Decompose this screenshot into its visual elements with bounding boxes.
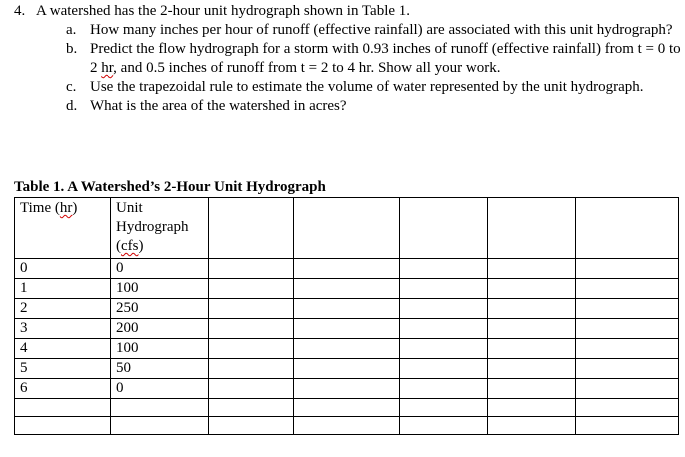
question-text: A watershed has the 2-hour unit hydrograph shown in Table 1. [36,3,411,19]
empty-cell [111,417,209,435]
uh-header-line2: Hydrograph [116,219,189,235]
empty-cell [488,417,576,435]
part-c-text: Use the trapezoidal rule to estimate the volume of water represented by the unit hydrograph. [90,79,644,95]
empty-cell [15,399,111,417]
empty-cell [576,259,679,279]
empty-cell [15,417,111,435]
empty-cell [576,379,679,399]
part-a [66,21,681,40]
flow-cell: 50 [111,359,209,379]
empty-cell [400,399,488,417]
empty-cell [209,198,294,259]
table-row [15,299,679,319]
part-c [66,78,681,97]
empty-cell [294,319,400,339]
flow-cell: 100 [111,279,209,299]
empty-cell [488,259,576,279]
uh-header-close: ) [138,238,144,254]
part-b [66,40,681,78]
blank-row [15,417,679,435]
empty-cell [576,339,679,359]
part-d-letter: d. [66,98,78,114]
empty-cell [576,299,679,319]
part-c-letter: c. [66,79,77,95]
empty-cell [400,279,488,299]
time-header-unit: hr [59,200,73,216]
part-b-hr-word: hr [101,60,114,76]
empty-cell [400,359,488,379]
flow-cell: 0 [111,259,209,279]
table-row [15,319,679,339]
table-row [15,279,679,299]
empty-cell [400,198,488,259]
empty-cell [294,399,400,417]
empty-cell [576,279,679,299]
table-row [15,339,679,359]
table-body [15,198,679,435]
empty-cell [488,399,576,417]
empty-cell [488,299,576,319]
empty-cell [400,319,488,339]
empty-cell [400,339,488,359]
empty-cell [209,339,294,359]
empty-cell [294,379,400,399]
time-header-cell [15,198,111,259]
empty-cell [209,279,294,299]
empty-cell [209,359,294,379]
flow-cell: 250 [111,299,209,319]
empty-cell [576,319,679,339]
time-header-label: Time ( [20,200,60,216]
empty-cell [209,379,294,399]
time-cell: 5 [15,359,111,379]
uh-header-cell [111,198,209,259]
part-b-text-start: Predict the flow hydrograph for a storm with 0.93 inches of runoff (effective rainfall) from t = 0 to 2 [90,41,681,76]
part-d-text: What is the area of the watershed in acres? [90,98,347,114]
question-number: 4. [14,3,26,19]
part-a-text: How many inches per hour of runoff (effective rainfall) are associated with this unit hydrograph? [90,22,673,38]
empty-cell [294,198,400,259]
empty-cell [111,399,209,417]
hydrograph-table [14,197,679,435]
part-b-letter: b. [66,41,78,57]
uh-header-open: ( [116,238,121,254]
blank-row [15,399,679,417]
table-row [15,379,679,399]
empty-cell [400,299,488,319]
part-b-text [90,40,681,78]
empty-cell [488,359,576,379]
empty-cell [576,399,679,417]
empty-cell [576,417,679,435]
uh-header-line1: Unit [116,200,143,216]
empty-cell [209,417,294,435]
empty-cell [488,379,576,399]
empty-cell [400,379,488,399]
time-cell: 2 [15,299,111,319]
time-cell: 6 [15,379,111,399]
table-header-row [15,198,679,259]
time-cell: 4 [15,339,111,359]
empty-cell [400,417,488,435]
part-a-letter: a. [66,22,77,38]
empty-cell [488,339,576,359]
table-title: Table 1. A Watershed’s 2-Hour Unit Hydrograph [14,179,326,195]
empty-cell [209,299,294,319]
time-cell: 3 [15,319,111,339]
empty-cell [294,299,400,319]
time-cell: 1 [15,279,111,299]
question-heading [14,2,410,21]
empty-cell [488,279,576,299]
part-b-text-end: , and 0.5 inches of runoff from t = 2 to 4 hr. Show all your work. [113,60,501,76]
time-header-close: ) [72,200,78,216]
flow-cell: 200 [111,319,209,339]
flow-cell: 0 [111,379,209,399]
empty-cell [294,339,400,359]
question-parts [66,21,681,116]
empty-cell [294,279,400,299]
empty-cell [488,198,576,259]
empty-cell [576,198,679,259]
flow-cell: 100 [111,339,209,359]
empty-cell [400,259,488,279]
empty-cell [209,399,294,417]
part-d [66,97,681,116]
table-row [15,259,679,279]
uh-header-unit-line [116,237,208,256]
empty-cell [294,417,400,435]
empty-cell [209,259,294,279]
time-cell: 0 [15,259,111,279]
empty-cell [576,359,679,379]
empty-cell [294,259,400,279]
empty-cell [488,319,576,339]
empty-cell [294,359,400,379]
empty-cell [209,319,294,339]
uh-header-unit: cfs [121,238,139,254]
table-row [15,359,679,379]
